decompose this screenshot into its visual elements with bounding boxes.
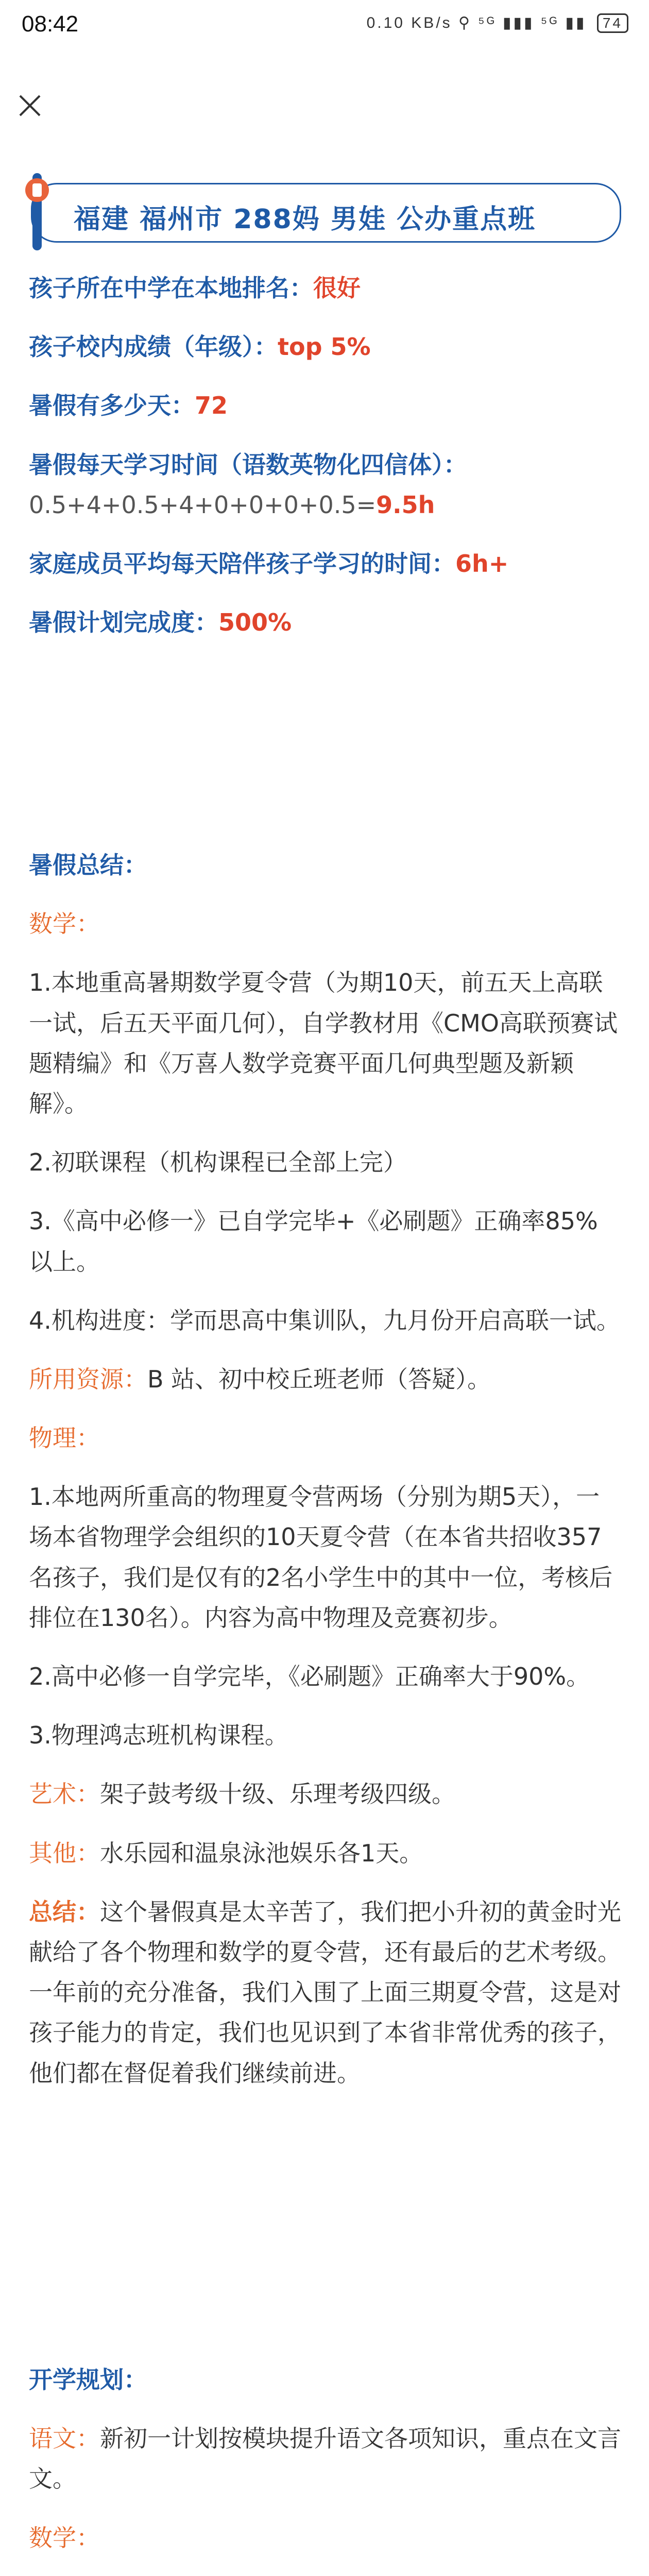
- physics-heading: 物理：: [29, 1424, 100, 1452]
- fact-label: 孩子校内成绩（年级）：: [29, 333, 278, 361]
- fact-study-time: [29, 445, 621, 525]
- study-total: 9.5h: [376, 490, 435, 519]
- battery-icon: 74: [597, 13, 628, 33]
- resource-heading: 所用资源：: [29, 1365, 147, 1393]
- plan-title: 开学规划：: [29, 2366, 147, 2394]
- fact-value: 72: [195, 392, 228, 420]
- study-expression: 0.5+4+0.5+4+0+0+0+0.5=: [29, 490, 377, 519]
- other-heading: 其他：: [29, 1839, 100, 1867]
- status-bar: [0, 0, 649, 52]
- close-icon[interactable]: [11, 88, 47, 124]
- plan-section: [29, 2360, 621, 2576]
- conclusion-text: 这个暑假真是太辛苦了，我们把小升初的黄金时光献给了各个物理和数学的夏令营，还有最后的艺术考级。一年前的充分准备，我们入围了上面三期夏令营，这是对孩子能力的肯定，我们也见识到了本省非常优秀的孩子，他们都在督促着我们继续前进。: [29, 1897, 621, 2087]
- status-time: 08:42: [22, 11, 79, 37]
- math-item: 2.初联课程（机构课程已全部上完）: [29, 1148, 407, 1177]
- fact-value: top 5%: [278, 333, 371, 361]
- art-heading: 艺术：: [29, 1780, 100, 1808]
- status-network-icons: 0.10 KB/s ⚲ ⁵ᴳ ▮▮▮ ⁵ᴳ ▮▮: [366, 14, 587, 31]
- math-item: 3.《高中必修一》已自学完毕+《必刷题》正确率85%以上。: [29, 1207, 598, 1276]
- post1-facts: [29, 268, 621, 661]
- fact-grade: [29, 327, 621, 367]
- section-banner-fujian: [31, 183, 621, 243]
- plan-chinese-text: 新初一计划按模块提升语文各项知识，重点在文言文。: [29, 2425, 621, 2493]
- plan-math-heading: 数学：: [29, 2523, 100, 2552]
- plan-value: 500%: [218, 608, 292, 637]
- family-label: 家庭成员平均每天陪伴孩子学习的时间：: [29, 549, 455, 578]
- resource-text: B 站、初中校丘班老师（答疑）。: [147, 1365, 491, 1393]
- family-value: 6h+: [455, 549, 509, 578]
- pin-icon: [21, 173, 52, 250]
- art-text: 架子鼓考级十级、乐理考级四级。: [100, 1780, 455, 1808]
- other-text: 水乐园和温泉泳池娱乐各1天。: [100, 1839, 423, 1867]
- math-item: 4.机构进度：学而思高中集训队，九月份开启高联一试。: [29, 1306, 620, 1334]
- banner-title: 福建 福州市 288妈 男娃 公办重点班: [74, 204, 536, 235]
- status-icons: [367, 13, 628, 33]
- fact-family-time: [29, 544, 621, 584]
- math-item: 1.本地重高暑期数学夏令营（为期10天，前五天上高联一试，后五天平面几何），自学教材用《CMO高联预赛试题精编》和《万喜人数学竞赛平面几何典型题及新颖解》。: [29, 969, 618, 1117]
- summary-title: 暑假总结：: [29, 851, 147, 879]
- study-label: 暑假每天学习时间（语数英物化四信体）：: [29, 450, 467, 479]
- plan-chinese-heading: 语文：: [29, 2425, 100, 2453]
- conclusion-heading: 总结：: [29, 1897, 100, 1926]
- fact-days: [29, 385, 621, 426]
- fact-plan: [29, 602, 621, 642]
- fact-label: 孩子所在中学在本地排名：: [29, 274, 313, 302]
- physics-item: 3.物理鸿志班机构课程。: [29, 1721, 288, 1750]
- plan-label: 暑假计划完成度：: [29, 608, 218, 637]
- math-heading: 数学：: [29, 910, 100, 938]
- fact-label: 暑假有多少天：: [29, 392, 195, 420]
- physics-item: 2.高中必修一自学完毕，《必刷题》正确率大于90%。: [29, 1663, 590, 1690]
- summary-section: [29, 845, 621, 2112]
- fact-rank: [29, 268, 621, 308]
- fact-value: 很好: [313, 274, 361, 302]
- physics-item: 1.本地两所重高的物理夏令营两场（分别为期5天），一场本省物理学会组织的10天夏令营（在本省共招收357名孩子，我们是仅有的2名小学生中的其中一位，考核后排位在130名）。内容为高中物理及竞赛初步。: [29, 1483, 613, 1632]
